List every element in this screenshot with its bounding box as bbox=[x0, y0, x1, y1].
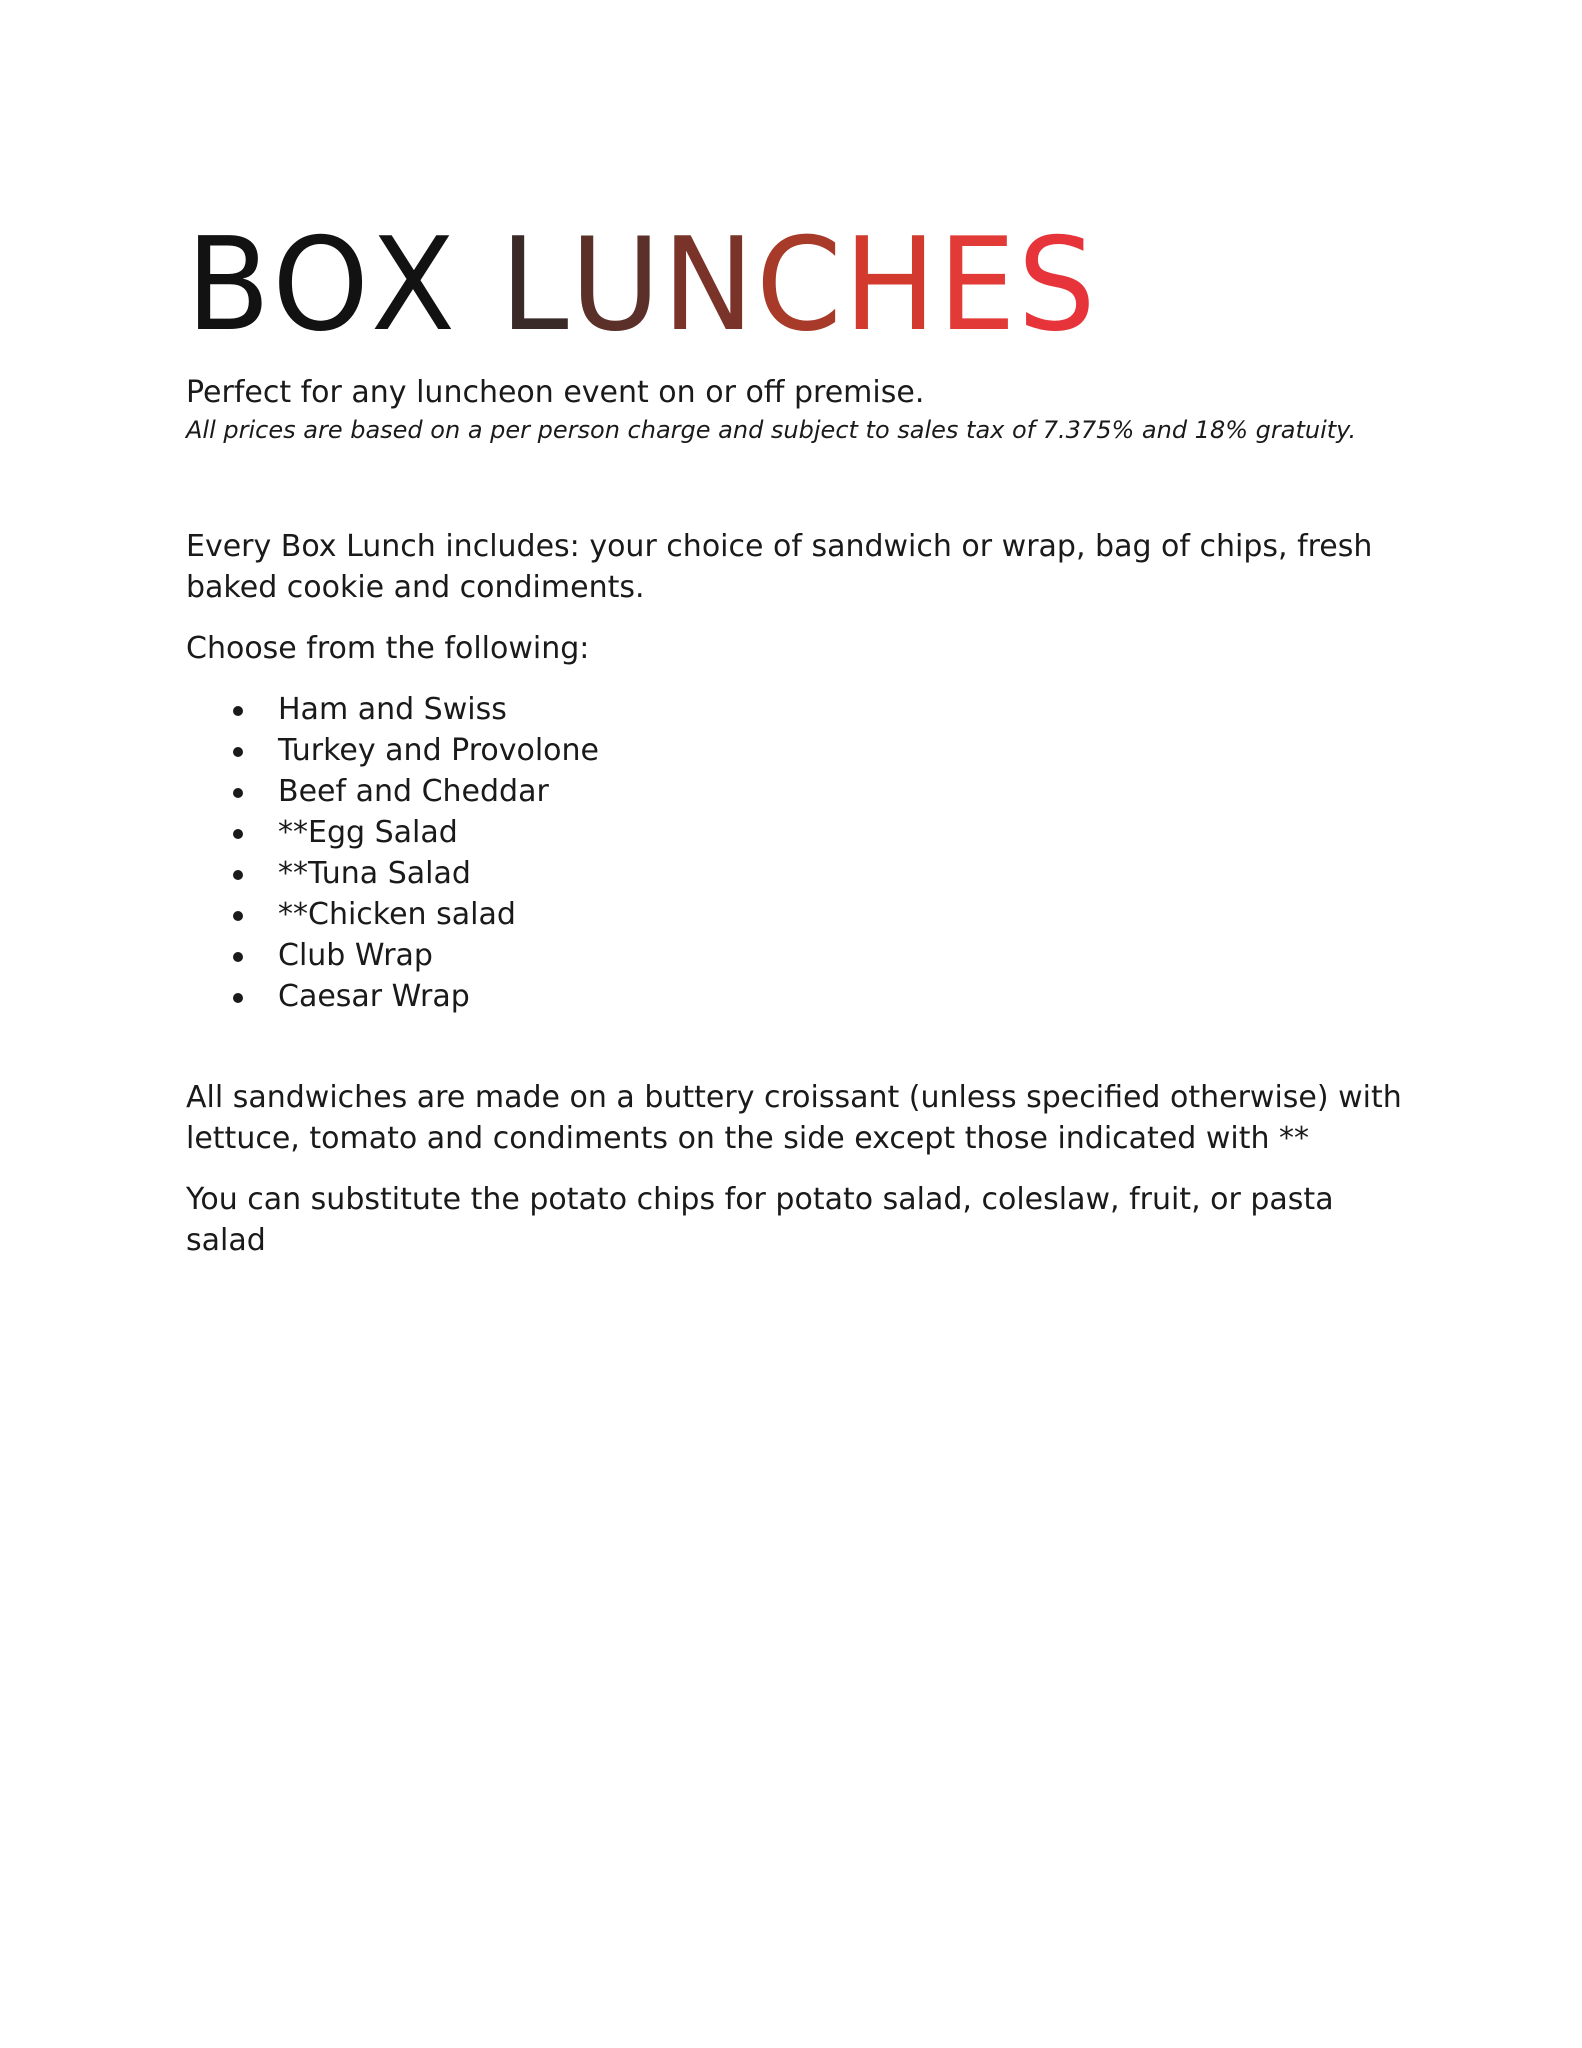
list-item bbox=[186, 812, 1416, 853]
list-item-label: Beef and Cheddar bbox=[278, 774, 549, 809]
list-item-label: Club Wrap bbox=[278, 938, 433, 973]
bullet-icon bbox=[233, 747, 243, 757]
bullet-icon bbox=[233, 993, 243, 1003]
list-item bbox=[186, 976, 1416, 1017]
bullet-icon bbox=[233, 706, 243, 716]
choose-text: Choose from the following: bbox=[186, 631, 590, 666]
includes-text: Every Box Lunch includes: your choice of sandwich or wrap, bag of chips, fresh baked cookie and condiments. bbox=[186, 529, 1373, 605]
title-letter: B bbox=[186, 211, 273, 360]
title-letter: C bbox=[756, 211, 844, 360]
bullet-icon bbox=[233, 829, 243, 839]
sandwich-list bbox=[186, 689, 1416, 1017]
bullet-icon bbox=[233, 870, 243, 880]
list-item-label: Turkey and Provolone bbox=[278, 733, 600, 768]
list-item-label: Ham and Swiss bbox=[278, 692, 507, 727]
title-letter: X bbox=[370, 211, 457, 360]
list-item-label: **Egg Salad bbox=[278, 815, 458, 850]
menu-page bbox=[186, 211, 1416, 1261]
list-item bbox=[186, 771, 1416, 812]
title-letter: N bbox=[662, 211, 757, 360]
title-letter: S bbox=[1017, 211, 1098, 360]
list-item bbox=[186, 935, 1416, 976]
title-letter: U bbox=[570, 211, 663, 360]
list-item bbox=[186, 853, 1416, 894]
page-title bbox=[186, 211, 1367, 360]
sandwich-note: All sandwiches are made on a buttery croissant (unless specified otherwise) with lettuce, tomato and condiments on the side except those indicated with ** bbox=[186, 1080, 1402, 1156]
list-item-label: **Chicken salad bbox=[278, 897, 516, 932]
list-item bbox=[186, 730, 1416, 771]
title-letter: O bbox=[272, 211, 371, 360]
pricing-note: All prices are based on a per person charge and subject to sales tax of 7.375% and 18% gratuity. bbox=[186, 416, 1357, 444]
list-item bbox=[186, 894, 1416, 935]
title-letter: L bbox=[499, 211, 571, 360]
title-letter: H bbox=[843, 211, 939, 360]
title-letter: E bbox=[938, 211, 1018, 360]
substitute-note: You can substitute the potato chips for potato salad, coleslaw, fruit, or pasta salad bbox=[186, 1182, 1334, 1258]
bullet-icon bbox=[233, 788, 243, 798]
subtitle: Perfect for any luncheon event on or off premise. bbox=[186, 375, 925, 410]
bullet-icon bbox=[233, 952, 243, 962]
list-item bbox=[186, 689, 1416, 730]
bullet-icon bbox=[233, 911, 243, 921]
list-item-label: **Tuna Salad bbox=[278, 856, 471, 891]
list-item-label: Caesar Wrap bbox=[278, 979, 470, 1014]
